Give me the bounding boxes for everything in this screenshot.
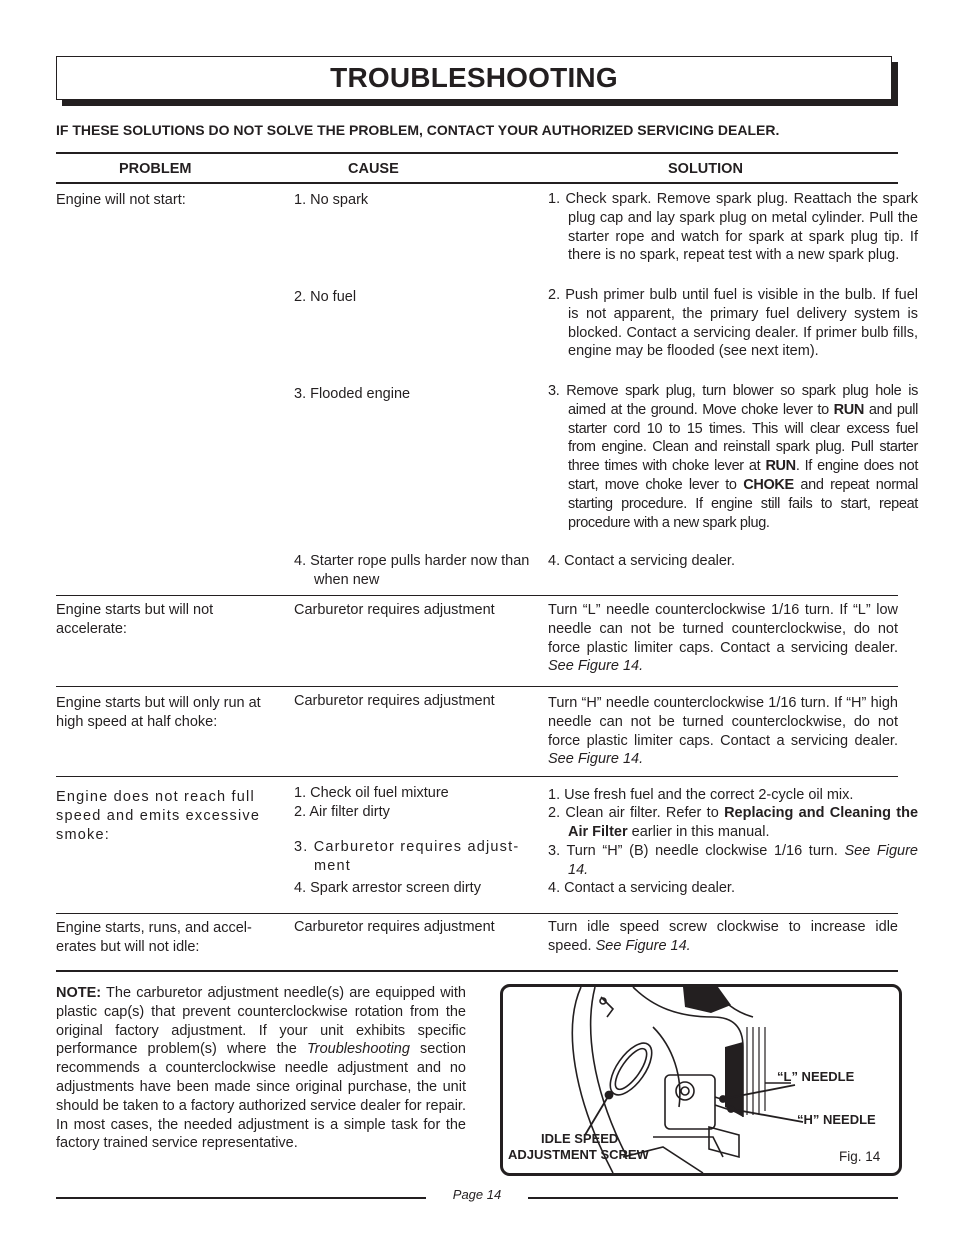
footer-rule-right (528, 1197, 898, 1199)
row-divider (56, 686, 898, 687)
row4-solution-3: 3. Turn “H” (B) needle clockwise 1/16 turn. See Figure 14. (548, 843, 918, 878)
idle-speed-label-line2: ADJUSTMENT SCREW (508, 1147, 649, 1162)
header-rule (56, 182, 898, 184)
row3-solution: Turn “H” needle counterclockwise 1/16 turn. If “H” high needle can not be turned counterclockwise, do not force plastic limiter caps. Contact a servicing dealer. See Figure 14. (548, 695, 898, 768)
row2-solution: Turn “L” needle counterclockwise 1/16 turn. If “L” low needle can not be turned counterclockwise, do not force plastic limiter caps. Contact a servicing dealer. See Figure 14. (548, 602, 898, 675)
row4-solution-2: 2. Clean air filter. Refer to Replacing and Cleaning the Air Filter earlier in this manual. (548, 805, 919, 840)
header-cause: CAUSE (348, 161, 399, 177)
header-problem: PROBLEM (119, 161, 192, 177)
row3-cause: Carburetor requires adjustment (294, 693, 495, 709)
row1-solution-1: 1. Check spark. Remove spark plug. Reattach the spark plug cap and lay spark plug on metal cylinder. Pull the starter rope and watch for spark at spark plug tip. If there is no spark, repeat test with a new spark plug. (548, 191, 918, 264)
l-needle-label: “L” NEEDLE (777, 1069, 855, 1084)
row4-problem: Engine does not reach full speed and emits excessive smoke: (56, 789, 261, 843)
row1-solution-3: 3. Remove spark plug, turn blower so spark plug hole is aimed at the ground. Move choke lever to RUN and pull starter cord 10 to 15 times. This will clear excess fuel from engine. Clean and reinstall spark plug. Pull starter three times with choke lever at RUN. If engine does not start, move choke lever to CHOKE and repeat normal starting procedure. If engine still fails to start, repeat procedure with a new spark plug. (548, 383, 919, 531)
row1-solution-2: 2. Push primer bulb until fuel is visible in the bulb. If fuel is not apparent, the primary fuel delivery system is blocked. Contact a servicing dealer. If primer bulb fills, engine may be flooded (see next item). (548, 287, 918, 360)
dealer-warning: IF THESE SOLUTIONS DO NOT SOLVE THE PROBLEM, CONTACT YOUR AUTHORIZED SERVICING DEALER. (56, 122, 780, 138)
row4-cause-3: 3. Carburetor requires adjust- ment (294, 839, 520, 874)
row4-cause-2: 2. Air filter dirty (294, 804, 390, 820)
table-top-rule (56, 152, 898, 154)
row1-cause-4: 4. Starter rope pulls harder now than when new (294, 553, 530, 588)
row1-solution-4: 4. Contact a servicing dealer. (548, 553, 735, 569)
header-solution: SOLUTION (668, 161, 743, 177)
row3-problem: Engine starts but will only run at high speed at half choke: (56, 695, 261, 730)
figure-caption: Fig. 14 (839, 1149, 881, 1164)
row2-problem: Engine starts but will not accelerate: (56, 602, 214, 637)
row4-cause-4: 4. Spark arrestor screen dirty (294, 880, 481, 896)
row5-cause: Carburetor requires adjustment (294, 919, 495, 935)
row4-solution-4: 4. Contact a servicing dealer. (548, 880, 735, 896)
h-needle-label: “H” NEEDLE (797, 1112, 876, 1127)
row-divider (56, 595, 898, 596)
row1-cause-3: 3. Flooded engine (294, 386, 411, 402)
table-bottom-rule (56, 970, 898, 972)
row1-cause-1: 1. No spark (294, 192, 369, 208)
row5-solution: Turn idle speed screw clockwise to increase idle speed. See Figure 14. (548, 919, 898, 954)
row5-problem: Engine starts, runs, and accel- erates but will not idle: (56, 920, 252, 955)
page-title: TROUBLESHOOTING (330, 62, 618, 93)
title-box (56, 56, 892, 100)
row-divider (56, 913, 898, 914)
carburetor-note: NOTE: The carburetor adjustment needle(s) are equipped with plastic cap(s) that prevent counterclockwise rotation from the original factory adjustment. If your unit exhibits specific performance problem(s) where the Troubleshooting section recommends a counterclockwise needle adjustment and no adjustments have been made since original purchase, the unit should be taken to a factory authorized service dealer for repair. In most cases, the needed adjustment is a simple task for the factory trained service representative. (56, 985, 466, 1152)
row1-cause-2: 2. No fuel (294, 289, 357, 305)
idle-speed-label-line1: IDLE SPEED (541, 1131, 619, 1146)
row4-solution-1: 1. Use fresh fuel and the correct 2-cycle oil mix. (548, 787, 854, 803)
page-number: Page 14 (452, 1187, 502, 1202)
row2-cause: Carburetor requires adjustment (294, 602, 495, 618)
figure-14 (500, 984, 902, 1176)
row1-problem: Engine will not start: (56, 192, 186, 208)
row-divider (56, 776, 898, 777)
row4-cause-1: 1. Check oil fuel mixture (294, 785, 449, 801)
